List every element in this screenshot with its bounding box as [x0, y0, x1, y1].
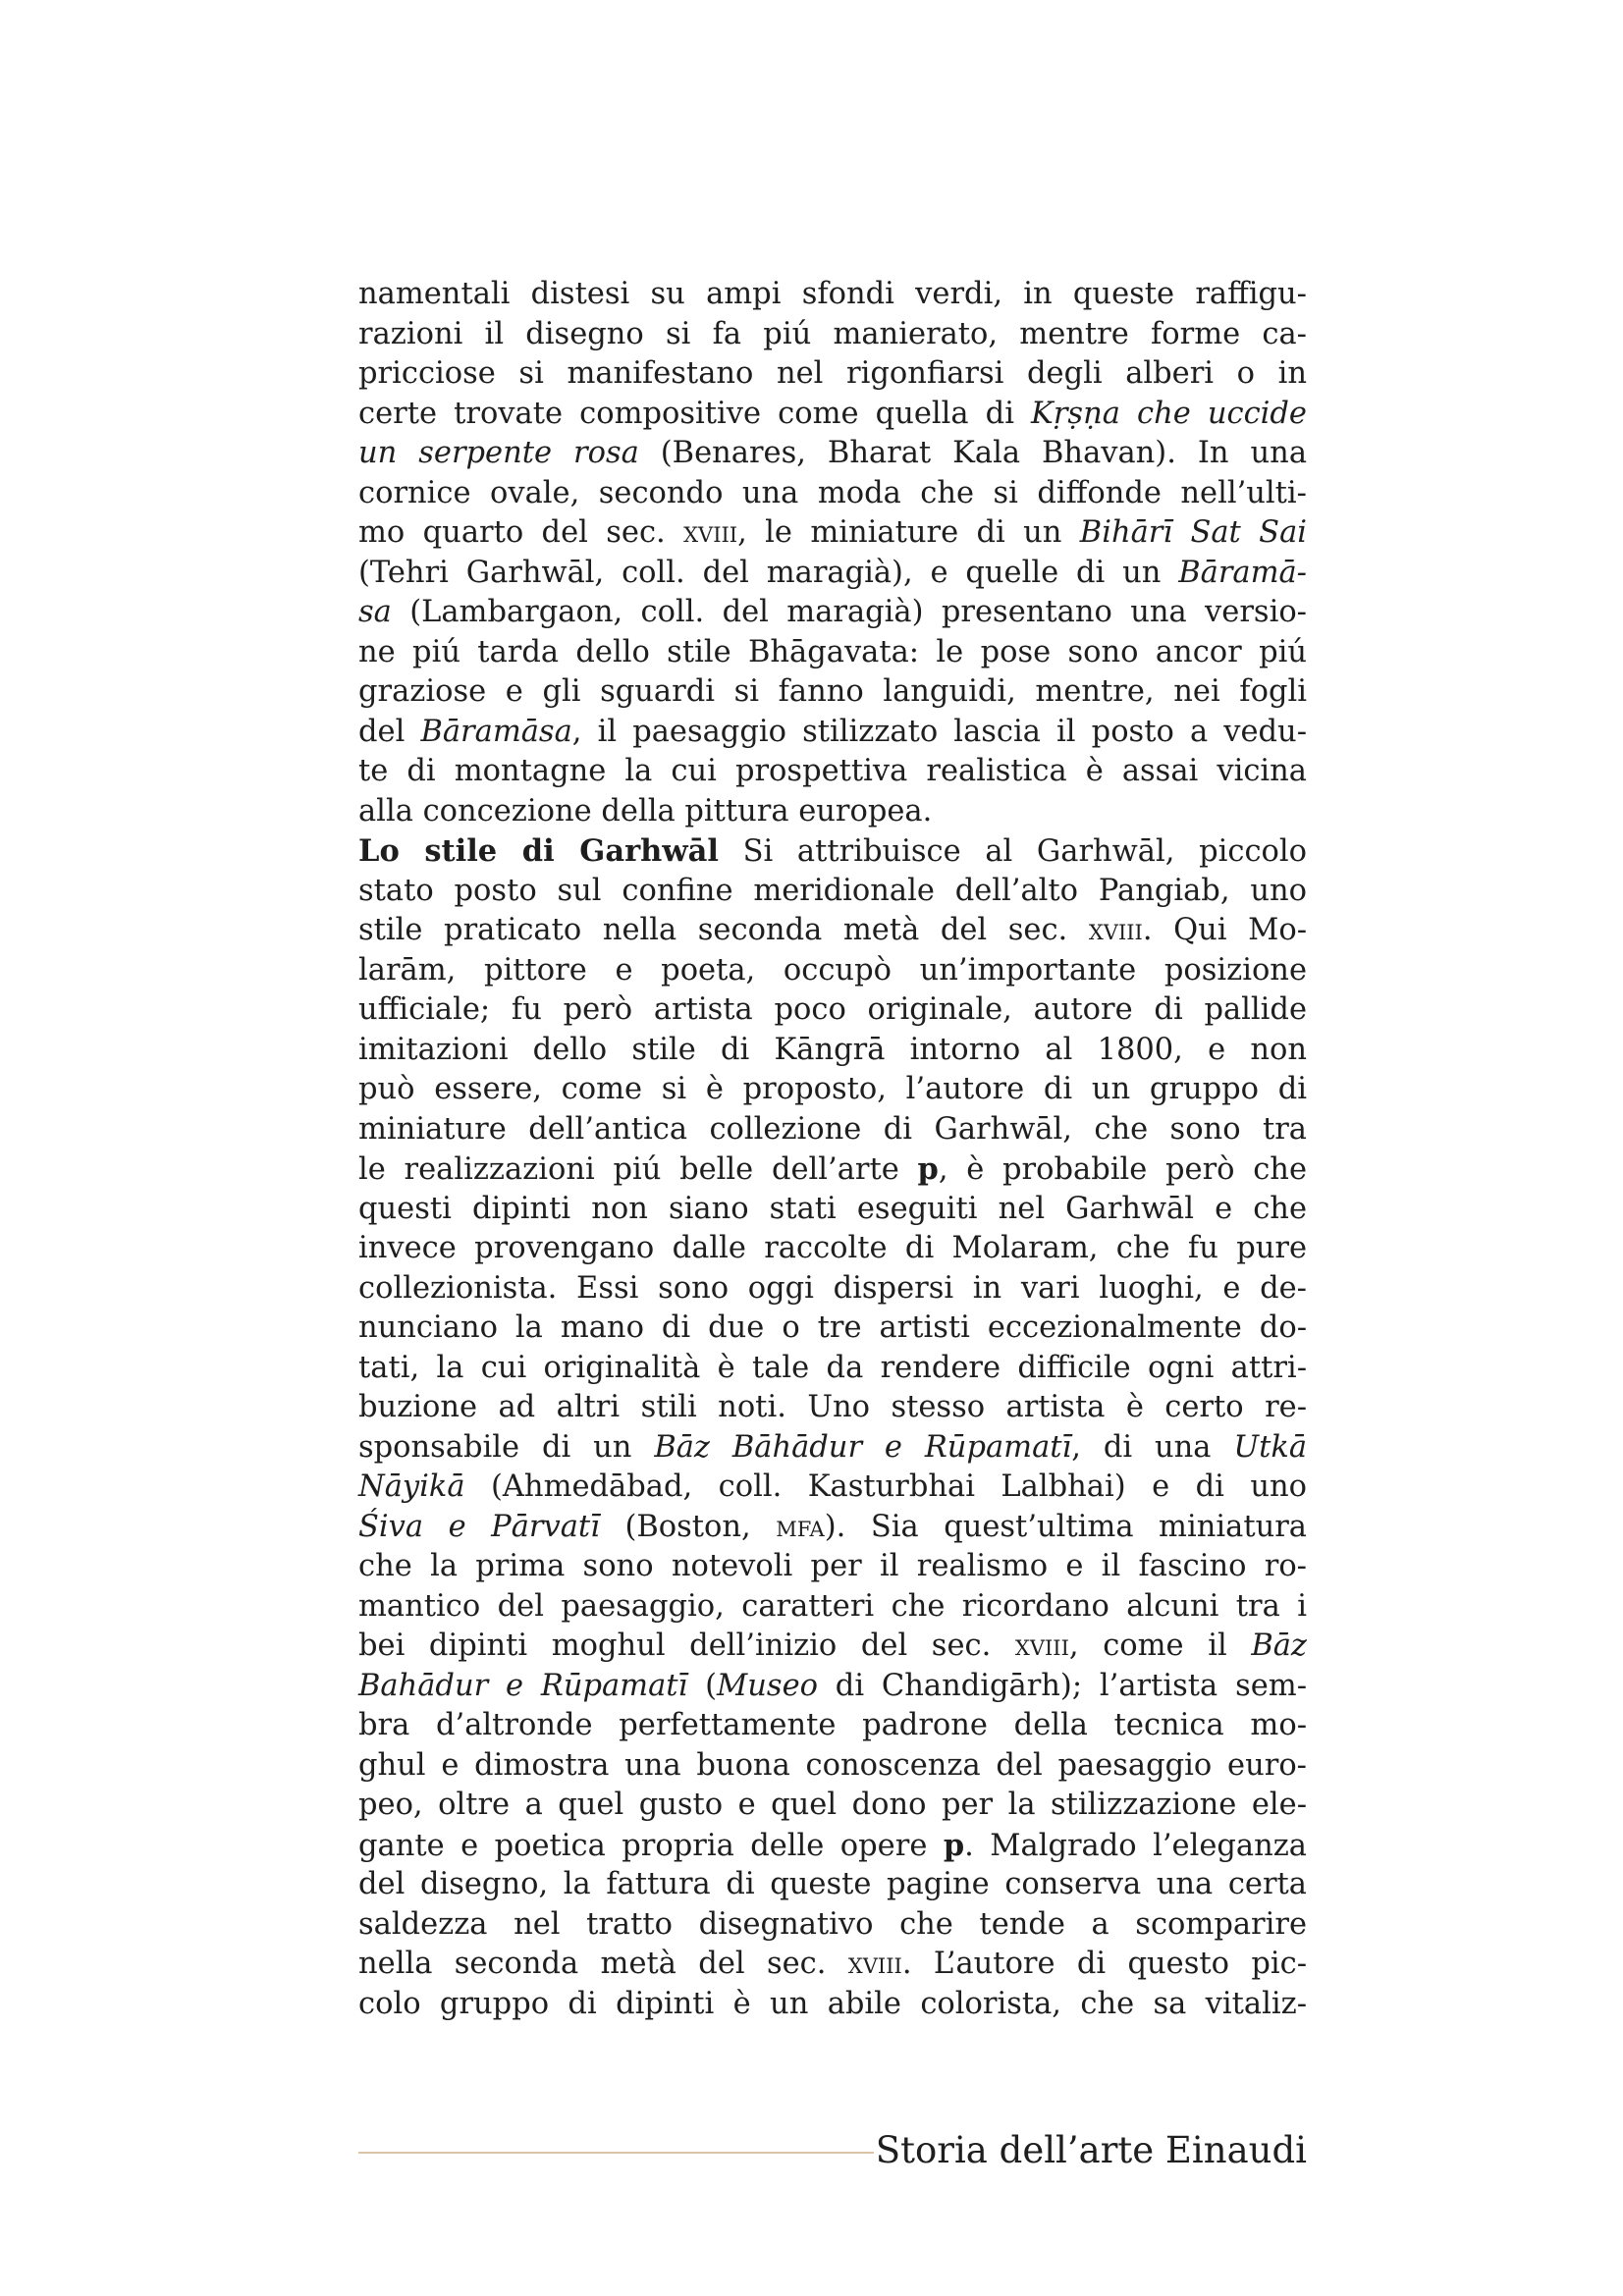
text-line [358, 1627, 1307, 1667]
text-run: Si attribuisce al Garhwāl, piccolo [718, 834, 1308, 869]
text-line [358, 752, 1307, 792]
text-run: . Malgrado l’eleganza [964, 1828, 1307, 1863]
text-run: bra d’altronde perfettamente padrone della tecnica mo- [358, 1708, 1307, 1742]
small-caps-text: xviii [683, 515, 738, 550]
text-run: namentali distesi su ampi sfondi verdi, in queste raffigu- [358, 277, 1307, 311]
text-run: , di una [1071, 1429, 1234, 1465]
italic-text: Śiva e Pārvatī [358, 1509, 600, 1544]
text-run: . Qui Mo- [1142, 913, 1308, 947]
text-line [358, 474, 1307, 514]
text-line [358, 672, 1307, 713]
text-run: che la prima sono notevoli per il realismo e il fascino ro- [358, 1549, 1307, 1583]
text-run: sponsabile di un [358, 1429, 655, 1465]
text-run: ). Sia quest’ultima miniatura [824, 1509, 1307, 1544]
text-line [358, 911, 1307, 951]
text-line [358, 1269, 1307, 1309]
text-run: alla concezione della pittura europea. [358, 793, 933, 828]
text-line [358, 713, 1307, 753]
italic-text: Bāz [1251, 1629, 1307, 1663]
text-run: nella seconda metà del sec. [358, 1947, 848, 1981]
text-line [358, 1865, 1307, 1905]
footer-series-title: Storia dell’arte Einaudi [875, 2129, 1307, 2171]
text-run: collezionista. Essi sono oggi dispersi in vari luoghi, e de- [358, 1270, 1307, 1306]
text-run: tati, la cui originalità è tale da rendere difficile ogni attri- [358, 1350, 1307, 1385]
italic-text: Kṛṣṇa che uccide [1031, 396, 1307, 431]
text-run: può essere, come si è proposto, l’autore di un gruppo di [358, 1072, 1307, 1106]
text-run: (Tehri Garhwāl, coll. del maragià), e quelle di un [358, 555, 1179, 590]
text-run: miniature dell’antica collezione di Garhwāl, che sono tra [358, 1111, 1307, 1147]
text-line [358, 1905, 1307, 1946]
text-line [358, 554, 1307, 594]
text-run: certe trovate compositive come quella di [358, 396, 1032, 431]
text-run: . L’autore di questo pic- [901, 1947, 1308, 1981]
text-line [358, 1428, 1307, 1468]
text-line [358, 1945, 1307, 1985]
text-line [358, 1746, 1307, 1787]
text-run: larām, pittore e poeta, occupò un’importante posizione [358, 952, 1307, 988]
italic-text: Bāz Bāhādur e Rūpamatī [654, 1429, 1072, 1465]
text-run: mo quarto del sec. [358, 515, 684, 550]
italic-text: Bihārī Sat Sai [1079, 515, 1308, 550]
text-run: mantico del paesaggio, caratteri che ricordano alcuni tra i [358, 1588, 1307, 1624]
bold-text: Lo stile di Garhwāl [358, 833, 719, 869]
text-line [358, 633, 1307, 673]
text-line [358, 434, 1307, 474]
text-line [358, 1388, 1307, 1428]
text-run: (Ahmedābad, coll. Kasturbhai Lalbhai) e di uno [464, 1469, 1307, 1504]
italic-text: Bahādur e Rūpamatī [358, 1668, 688, 1703]
text-line [358, 395, 1307, 435]
text-line [358, 1031, 1307, 1071]
text-run: stato posto sul confine meridionale dell’alto Pangiab, uno [358, 873, 1307, 908]
italic-text: Bāramā- [1178, 555, 1307, 590]
text-run: pricciose si manifestano nel rigonfiarsi degli alberi o in [358, 356, 1307, 391]
text-run: buzione ad altri stili noti. Uno stesso artista è certo re- [358, 1390, 1307, 1424]
text-run: colo gruppo di dipinti è un abile colorista, che sa vitaliz- [358, 1986, 1307, 2021]
text-line [358, 1826, 1307, 1866]
text-line [358, 792, 1307, 832]
text-line [358, 1587, 1307, 1628]
text-run: ghul e dimostra una buona conoscenza del paesaggio euro- [358, 1747, 1307, 1783]
text-run: del disegno, la fattura di queste pagine conserva una certa [358, 1867, 1307, 1901]
text-line [358, 354, 1307, 395]
text-run: ne piú tarda dello stile Bhāgavata: le pose sono ancor piú [358, 634, 1307, 669]
text-line [358, 1149, 1307, 1190]
text-line [358, 1667, 1307, 1707]
text-run: nunciano la mano di due o tre artisti eccezionalmente do- [358, 1310, 1307, 1345]
body-text [358, 275, 1307, 2024]
text-line [358, 951, 1307, 991]
footer-rule [358, 2152, 874, 2154]
text-line [358, 1468, 1307, 1508]
text-line [358, 872, 1307, 912]
text-run: , come il [1068, 1629, 1252, 1663]
italic-text: Bāramāsa [420, 714, 572, 749]
text-line [358, 1508, 1307, 1548]
text-run: bei dipinti moghul dell’inizio del sec. [358, 1629, 1015, 1663]
text-run: del [358, 714, 421, 749]
italic-text: Utkā [1233, 1429, 1308, 1465]
text-line [358, 593, 1307, 633]
small-caps-text: xviii [1088, 913, 1143, 947]
bold-text: p [917, 1151, 939, 1187]
text-line [358, 831, 1307, 872]
text-line [358, 1070, 1307, 1110]
text-run: , è probabile però che [938, 1152, 1307, 1187]
text-run: cornice ovale, secondo una moda che si diffonde nell’ulti- [358, 475, 1307, 510]
text-run: saldezza nel tratto disegnativo che tende a scomparire [358, 1906, 1307, 1942]
italic-text: Museo [717, 1668, 818, 1703]
italic-text: un serpente rosa [358, 436, 639, 470]
italic-text: Nāyikā [358, 1469, 465, 1504]
text-line [358, 1190, 1307, 1230]
text-line [358, 1706, 1307, 1746]
italic-text: sa [358, 595, 392, 629]
text-run: di Chandigārh); l’artista sem- [817, 1668, 1307, 1703]
text-line [358, 990, 1307, 1031]
bold-text: p [943, 1827, 965, 1863]
text-run: gante e poetica propria delle opere [358, 1828, 944, 1863]
text-run: peo, oltre a quel gusto e quel dono per la stilizzazione ele- [358, 1788, 1307, 1822]
text-line [358, 1547, 1307, 1587]
text-line [358, 315, 1307, 355]
text-run: stile praticato nella seconda metà del sec. [358, 913, 1089, 947]
text-run: imitazioni dello stile di Kāngrā intorno al 1800, e non [358, 1032, 1307, 1067]
text-line [358, 1349, 1307, 1389]
text-run: razioni il disegno si fa piú manierato, mentre forme ca- [358, 316, 1307, 351]
text-run: questi dipinti non siano stati eseguiti nel Garhwāl e che [358, 1191, 1307, 1226]
text-run: te di montagne la cui prospettiva realistica è assai vicina [358, 754, 1307, 788]
text-run: , il paesaggio stilizzato lascia il posto a vedu- [571, 714, 1307, 749]
text-run: invece provengano dalle raccolte di Molaram, che fu pure [358, 1231, 1307, 1265]
text-run: ( [687, 1668, 718, 1703]
text-run: (Boston, [599, 1509, 777, 1544]
text-line [358, 1110, 1307, 1150]
text-run: (Benares, Bharat Kala Bhavan). In una [638, 436, 1308, 470]
small-caps-text: mfa [776, 1509, 825, 1544]
text-run: , le miniature di un [737, 515, 1080, 550]
text-line [358, 1308, 1307, 1349]
text-line [358, 1229, 1307, 1269]
small-caps-text: xviii [847, 1947, 902, 1981]
text-run: graziose e gli sguardi si fanno languidi, mentre, nei fogli [358, 674, 1307, 709]
small-caps-text: xviii [1014, 1629, 1069, 1663]
text-line [358, 1985, 1307, 2025]
text-line [358, 275, 1307, 315]
text-run: (Lambargaon, coll. del maragià) presentano una versio- [391, 595, 1307, 629]
text-line [358, 1786, 1307, 1826]
text-run: ufficiale; fu però artista poco originale, autore di pallide [358, 992, 1307, 1027]
text-line [358, 513, 1307, 554]
text-run: le realizzazioni piú belle dell’arte [358, 1152, 918, 1187]
